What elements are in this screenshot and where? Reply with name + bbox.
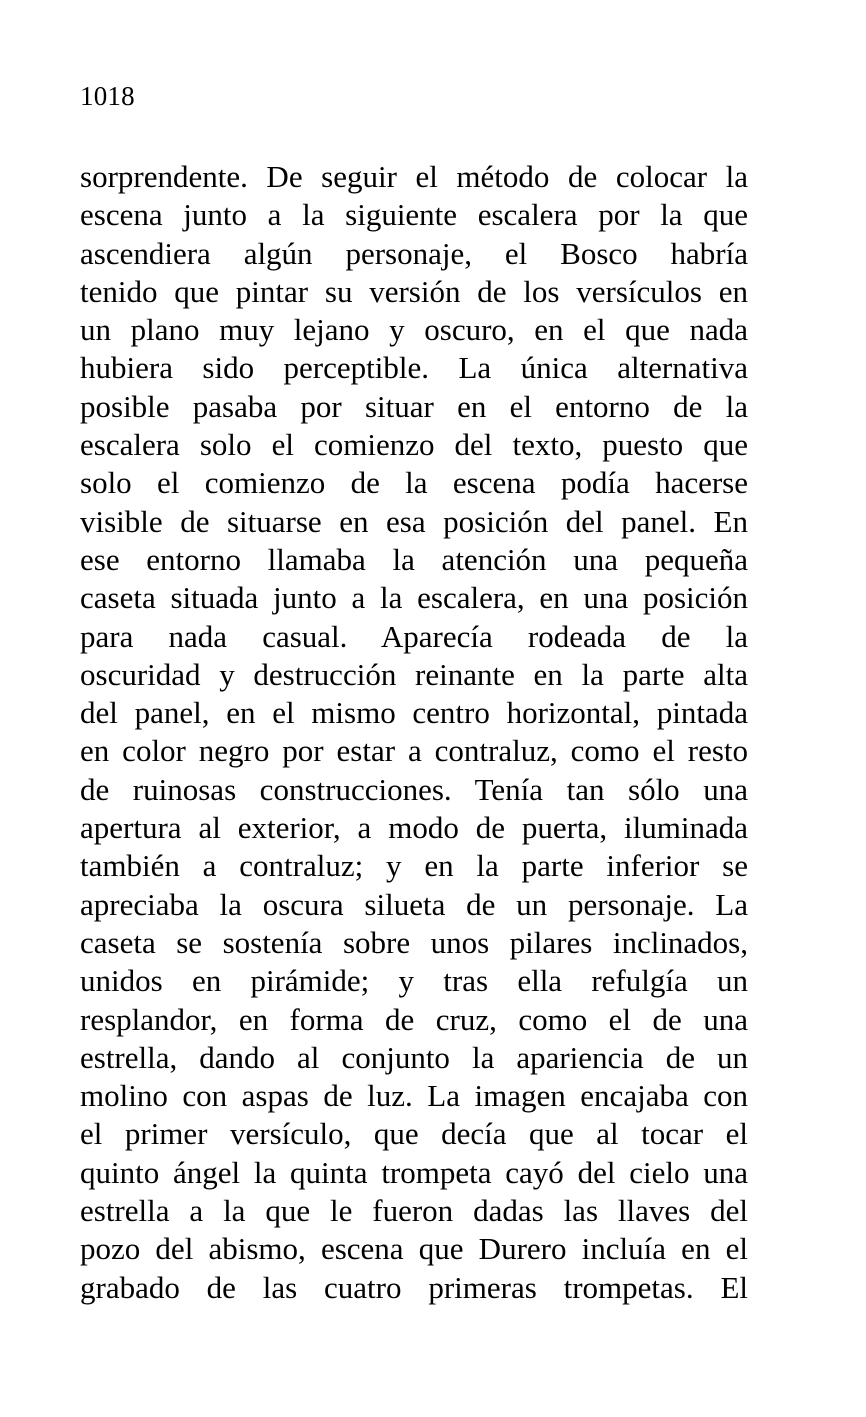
text-line: posible pasaba por situar en el entorno de la [80, 388, 748, 424]
text-line: resplandor, en forma de cruz, como el de una [80, 1001, 748, 1037]
text-line: apreciaba la oscura silueta de un personaje. La [80, 886, 748, 922]
text-line: el primer versículo, que decía que al tocar el [80, 1116, 748, 1152]
text-line: estrella a la que le fueron dadas las llaves del [80, 1193, 748, 1229]
text-line: también a contraluz; y en la parte inferior se [80, 848, 748, 884]
text-line: ese entorno llamaba la atención una pequeña [80, 541, 748, 577]
text-line: unidos en pirámide; y tras ella refulgía un [80, 963, 748, 999]
text-line: ascendiera algún personaje, el Bosco habría [80, 235, 748, 271]
text-line: grabado de las cuatro primeras trompetas. El [80, 1269, 748, 1305]
text-line: para nada casual. Aparecía rodeada de la [80, 618, 748, 654]
text-line: apertura al exterior, a modo de puerta, iluminada [80, 810, 748, 846]
text-line: hubiera sido perceptible. La única alternativa [80, 350, 748, 386]
text-line: caseta se sostenía sobre unos pilares inclinados, [80, 924, 748, 960]
text-line: caseta situada junto a la escalera, en una posición [80, 580, 748, 616]
text-line: escalera solo el comienzo del texto, puesto que [80, 427, 748, 463]
text-line: sorprendente. De seguir el método de colocar la [80, 159, 748, 194]
text-line: en color negro por estar a contraluz, como el resto [80, 733, 748, 769]
text-line: solo el comienzo de la escena podía hacerse [80, 465, 748, 501]
text-line: tenido que pintar su versión de los versículos en [80, 273, 748, 309]
text-line: del panel, en el mismo centro horizontal, pintada [80, 695, 748, 731]
text-line: un plano muy lejano y oscuro, en el que nada [80, 312, 748, 348]
text-line: molino con aspas de luz. La imagen encajaba con [80, 1078, 748, 1114]
text-line: estrella, dando al conjunto la apariencia de un [80, 1039, 748, 1075]
page-number: 1018 [80, 81, 135, 111]
text-line: de ruinosas construcciones. Tenía tan sólo una [80, 771, 748, 807]
text-line: visible de situarse en esa posición del panel. En [80, 503, 748, 539]
body-text [80, 158, 748, 1307]
text-line: escena junto a la siguiente escalera por la que [80, 197, 748, 233]
text-line: pozo del abismo, escena que Durero incluía en el [80, 1231, 748, 1267]
text-line: quinto ángel la quinta trompeta cayó del cielo una [80, 1154, 748, 1190]
text-line: oscuridad y destrucción reinante en la parte alta [80, 656, 748, 692]
